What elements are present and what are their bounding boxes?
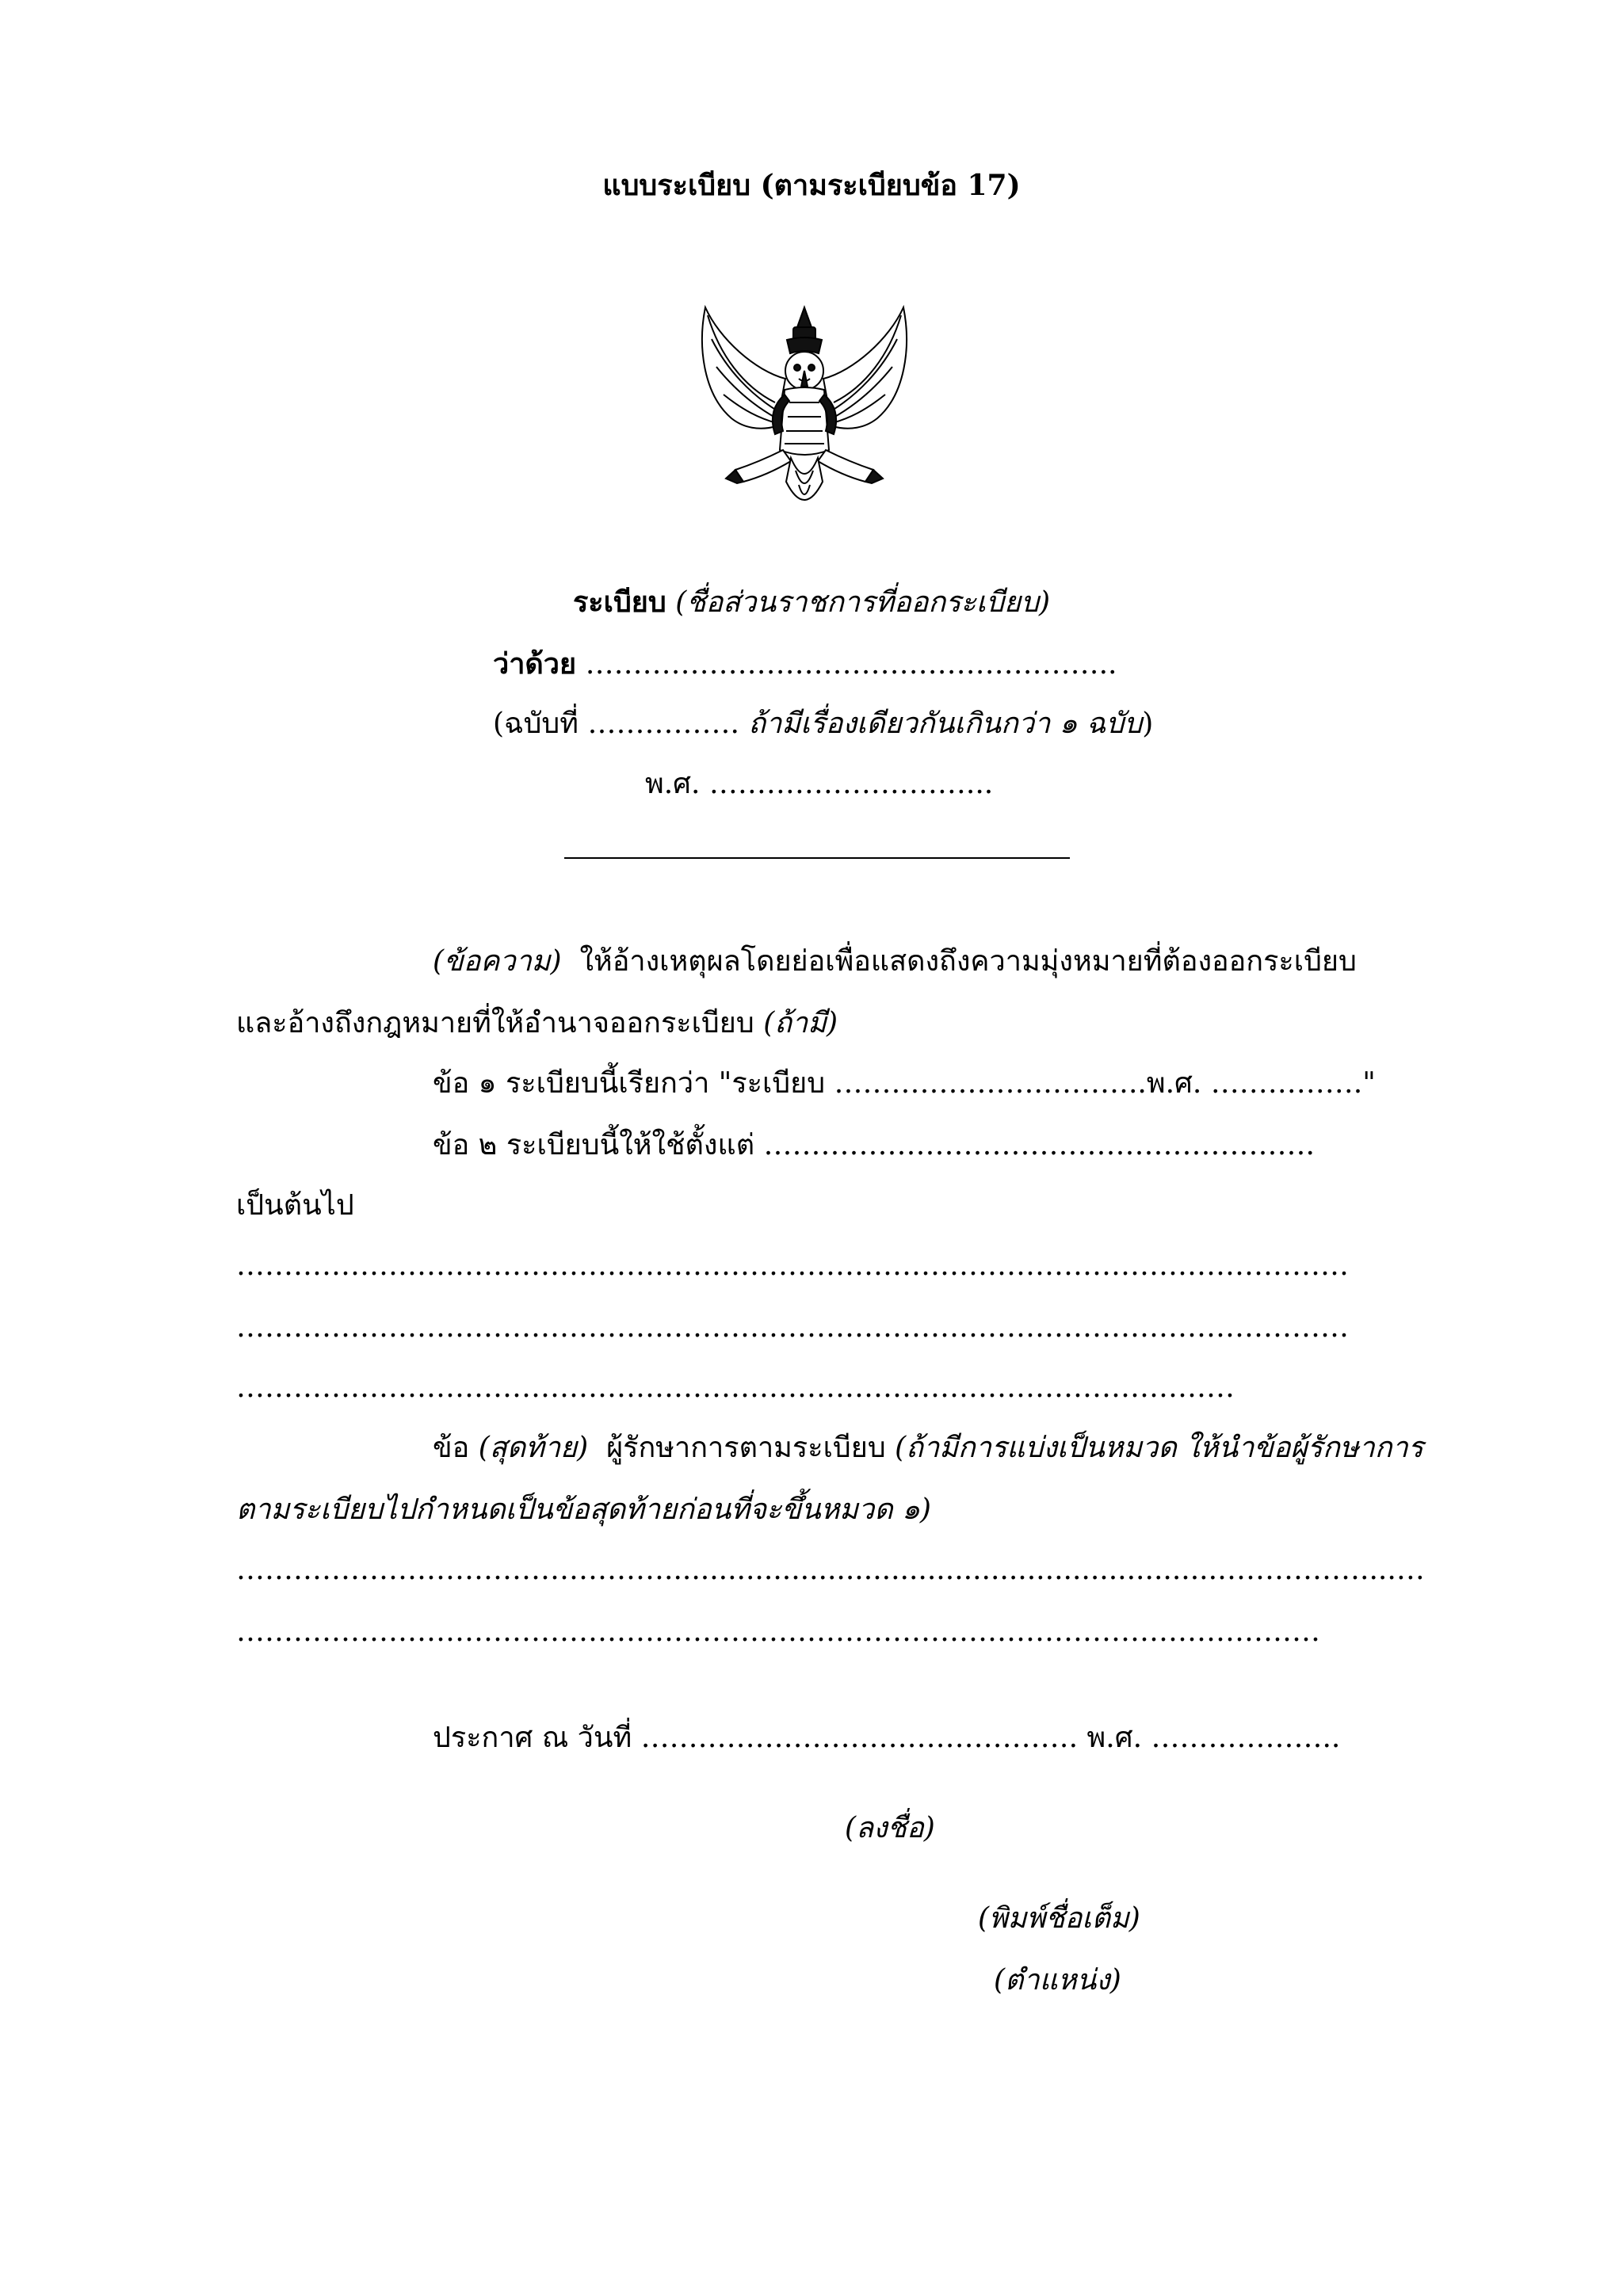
edition-line (493, 707, 1154, 740)
clause-1 (433, 1067, 1376, 1100)
edition-note: ถ้ามีเรื่องเดียวกันเกินกว่า ๑ ฉบับ (748, 707, 1143, 740)
announcement-line (433, 1724, 1340, 1753)
garuda-emblem-icon (688, 292, 921, 521)
fill-dots-1: ……………………………………………………………………………………………………… (236, 1249, 1349, 1282)
announcement-text: ประกาศ ณ วันที่ ………………………………………. พ.ศ. ……………….. (433, 1722, 1341, 1754)
position-placeholder: (ตำแหน่ง) (994, 1964, 1121, 1997)
subject-dots: ……………………………………………….. (585, 648, 1117, 681)
preamble-continuation (236, 1009, 838, 1038)
edition-prefix: (ฉบับที่ ……………. (493, 707, 739, 740)
fill-line-1 (236, 1249, 1349, 1282)
form-title-text: แบบระเบียบ (ตามระเบียบข้อ 17) (602, 169, 1021, 202)
clause-2-continuation (236, 1189, 354, 1222)
preamble-line (433, 945, 1357, 978)
fill-dots-2: ……………………………………………………………………………………………………… (236, 1311, 1349, 1344)
fill-dots-3: …………………………………………………………………………………………… (236, 1371, 1235, 1404)
clause-2-text: ข้อ ๒ ระเบียบนี้ให้ใช้ตั้งแต่ …………………………………………………. (433, 1129, 1315, 1161)
regulation-label: ระเบียบ (572, 585, 666, 619)
clause-1-text: ข้อ ๑ ระเบียบนี้เรียกว่า "ระเบียบ ………………….………..พ.ศ. ……………." (433, 1067, 1376, 1100)
last-clause-prefix: ข้อ (433, 1432, 470, 1464)
year-line (645, 770, 993, 799)
fill-line-4 (236, 1556, 1425, 1585)
last-clause-line (433, 1434, 1423, 1463)
preamble-label: (ข้อความ) (433, 945, 562, 978)
last-clause-text: ผู้รักษาการตามระเบียบ (606, 1432, 886, 1464)
last-clause-cont-note: ตามระเบียบไปกำหนดเป็นข้อสุดท้ายก่อนที่จะขึ้นหมวด ๑) (236, 1493, 931, 1526)
edition-suffix: ) (1142, 707, 1154, 740)
last-clause-note: (ถ้ามีการแบ่งเป็นหมวด ให้นำข้อผู้รักษาการ (895, 1432, 1424, 1464)
position-line (994, 1966, 1121, 1995)
agency-name-placeholder: (ชื่อส่วนราชการที่ออกระเบียบ) (675, 586, 1051, 619)
last-clause-continuation (236, 1493, 931, 1526)
subject-line (493, 647, 1117, 681)
fill-dots-5: …………………………………………………………………………………………………… (236, 1615, 1320, 1648)
fill-dots-4: ……………………………………….............................................................……………....… (236, 1554, 1425, 1586)
clause-2-cont-text: เป็นต้นไป (236, 1189, 354, 1222)
title-divider (564, 857, 1070, 859)
last-clause-marker: (สุดท้าย) (478, 1432, 589, 1464)
fill-line-3 (236, 1371, 1235, 1404)
full-name-placeholder: (พิมพ์ชื่อเต็ม) (978, 1902, 1140, 1935)
preamble-cont-note: (ถ้ามี) (763, 1007, 838, 1039)
full-name-line (978, 1902, 1140, 1935)
clause-2 (433, 1131, 1315, 1160)
subject-label: ว่าด้วย (493, 647, 577, 681)
fill-line-2 (236, 1311, 1349, 1344)
form-title (0, 171, 1623, 200)
regulation-title-line (0, 585, 1623, 619)
signature-line (845, 1814, 935, 1843)
fill-line-5 (236, 1615, 1320, 1648)
preamble-text: ให้อ้างเหตุผลโดยย่อเพื่อแสดงถึงความมุ่งหมายที่ต้องออกระเบียบ (579, 945, 1357, 978)
signature-placeholder: (ลงชื่อ) (845, 1812, 935, 1844)
preamble-cont-text: และอ้างถึงกฎหมายที่ให้อำนาจออกระเบียบ (236, 1007, 754, 1039)
year-text: พ.ศ. ………………………... (645, 768, 994, 800)
